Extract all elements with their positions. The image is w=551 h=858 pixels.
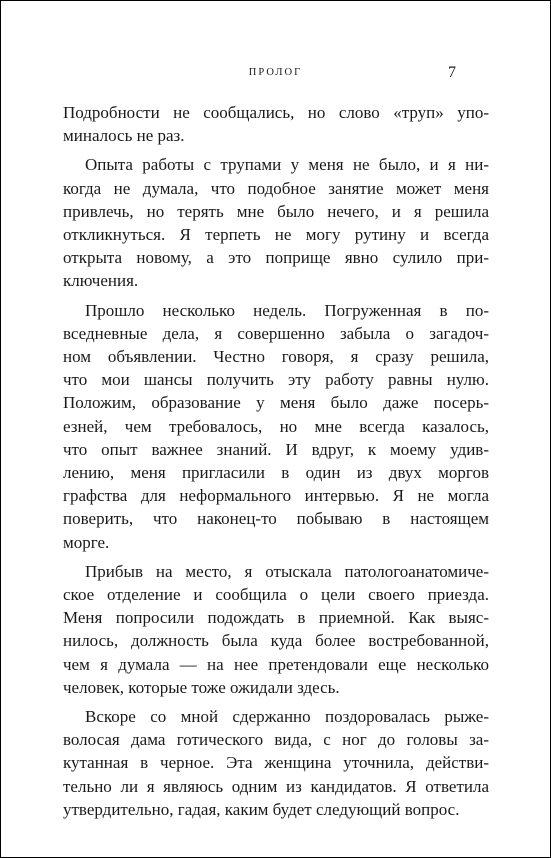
text-line: Прибыв на место, я отыскала патологоанатомиче- (85, 561, 489, 581)
text-line: Прошло несколько недель. Погруженная в по- (85, 300, 489, 320)
text-line: человек, которые тоже ожидали здесь. (63, 677, 340, 697)
paragraph (63, 101, 489, 147)
text-line: когда не думала, что подобное занятие может меня (63, 178, 489, 198)
text-line: кутанная в черное. Эта женщина уточнила, действи- (63, 753, 489, 773)
text-line: графства для неформального интервью. Я не могла (63, 486, 489, 506)
text-line: утвердительно, гадая, каким будет следующий вопрос. (63, 799, 460, 819)
paragraph (63, 560, 489, 699)
text-line: ключения. (63, 271, 139, 291)
text-line: миналось не раз. (63, 126, 185, 146)
page-number: 7 (448, 64, 456, 81)
text-line: что мои шансы получить эту работу равны нулю. (63, 370, 489, 390)
text-line: привлечь, но терять мне было нечего, и я решила (63, 201, 489, 221)
text-line: Меня попросили подождать в приемной. Как выяс- (63, 608, 489, 628)
text-line: ское отделение и сообщила о цели своего приезда. (63, 585, 489, 605)
text-line: лению, меня пригласили в один из двух моргов (63, 463, 489, 483)
paragraph (63, 153, 489, 292)
text-line: волосая дама готического вида, с ног до головы за- (63, 730, 489, 750)
text-line: тельно ли я являюсь одним из кандидатов. Я ответила (63, 776, 489, 796)
text-line: Вскоре со мной сдержанно поздоровалась рыже- (85, 707, 489, 727)
text-line: морге. (63, 532, 110, 552)
text-line: что опыт важнее знаний. И вдруг, к моему удив- (63, 439, 489, 459)
text-line: езней, чем требовалось, но мне всегда казалось, (63, 416, 489, 436)
text-line: Подробности не сообщались, но слово «труп» упо- (63, 103, 489, 122)
text-line: Опыта работы с трупами у меня не было, и я ни- (85, 155, 489, 175)
paragraph (63, 705, 489, 821)
paragraph (63, 299, 489, 554)
text-line: нилось, должность была куда более востребованной, (63, 631, 489, 651)
text-line: поверить, что наконец-то побываю в настоящем (63, 509, 489, 529)
text-line: ном объявлении. Честно говоря, я сразу решила, (63, 347, 489, 367)
text-line: Положим, образование у меня было даже посерь- (63, 393, 489, 413)
text-line: откликнуться. Я терпеть не могу рутину и всегда (63, 225, 489, 245)
text-line: открыта новому, а это поприще явно сулило при- (63, 248, 489, 268)
body-text (63, 101, 489, 821)
text-line: вседневные дела, я совершенно забыла о загадоч- (63, 323, 489, 343)
text-line: чем я думала — на нее претендовали еще несколько (63, 654, 489, 674)
running-head: ПРОЛОГ (248, 67, 303, 78)
